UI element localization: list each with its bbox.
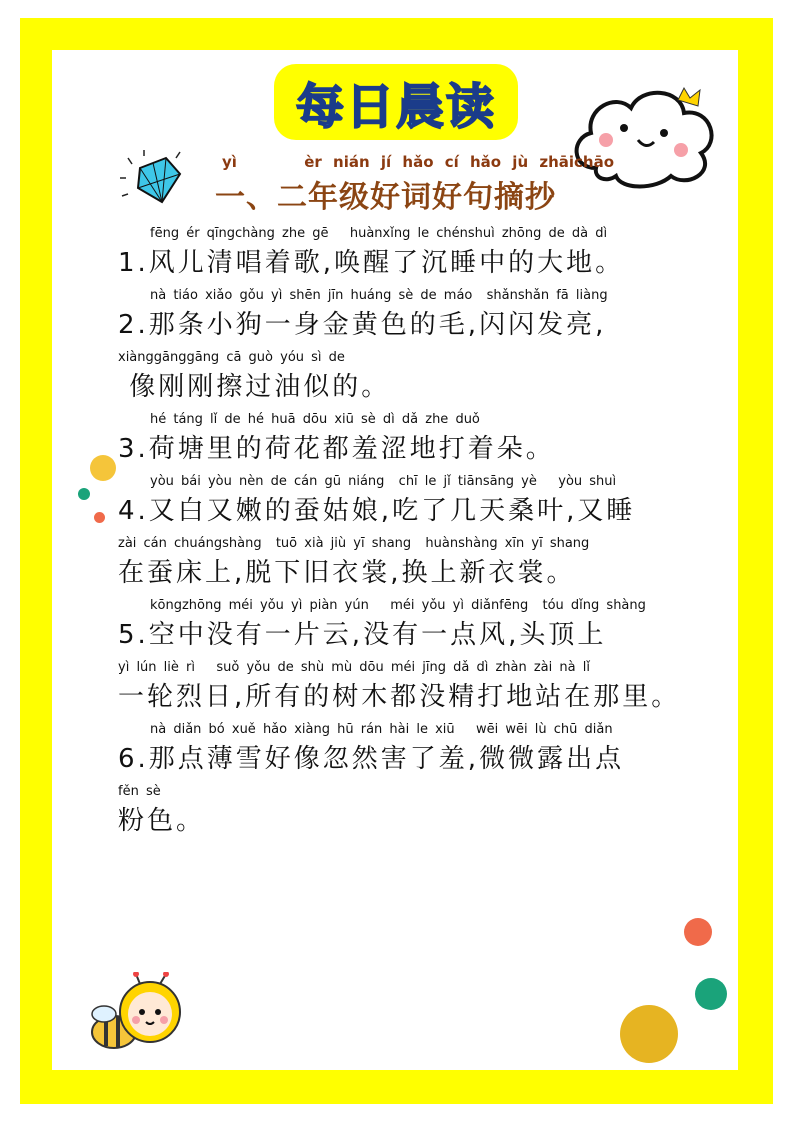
line-7 [118, 598, 698, 660]
decor-dot-yellow [90, 455, 116, 481]
diamond-icon [118, 148, 196, 208]
decor-dot-red [94, 512, 105, 523]
line-2 [118, 288, 698, 350]
sentence-text: 3.荷塘里的荷花都羞涩地打着朵。 [118, 434, 555, 464]
pinyin: kōngzhōng méi yǒu yì piàn yún méi yǒu yì diǎnfēng tóu dǐng shàng [150, 598, 646, 613]
page-title: 每日晨读 [295, 78, 496, 135]
sentence-text: 一轮烈日,所有的树木都没精打地站在那里。 [118, 682, 681, 712]
bee-sticker [84, 972, 194, 1062]
line-3 [118, 350, 698, 412]
line-9 [118, 722, 698, 784]
decor-dot-yellow-large [620, 1005, 678, 1063]
pinyin: fēng ér qīngchàng zhe gē huànxǐng le chénshuì zhōng de dà dì [150, 226, 608, 241]
sentence-text: 5.空中没有一片云,没有一点风,头顶上 [118, 620, 607, 650]
sentence-text: 在蚕床上,脱下旧衣裳,换上新衣裳。 [118, 558, 576, 588]
pinyin: yì lún liè rì suǒ yǒu de shù mù dōu méi jīng dǎ dì zhàn zài nà lǐ [118, 660, 590, 675]
sentence-list [118, 226, 698, 846]
line-1 [118, 226, 698, 288]
sentence-text: 4.又白又嫩的蚕姑娘,吃了几天桑叶,又睡 [118, 496, 636, 526]
sentence-text: 像刚刚擦过油似的。 [118, 372, 391, 402]
pinyin: yòu bái yòu nèn de cán gū niáng chī le jǐ tiānsāng yè yòu shuì [150, 474, 617, 489]
decor-dot-green [78, 488, 90, 500]
subtitle: 一、二年级好词好句摘抄 [215, 180, 556, 215]
decor-dot-green-large [695, 978, 727, 1010]
sentence-text: 1.风儿清唱着歌,唤醒了沉睡中的大地。 [118, 248, 625, 278]
title-banner [274, 64, 518, 140]
sentence-text: 粉色。 [118, 806, 206, 836]
pinyin: hé táng lǐ de hé huā dōu xiū sè dì dǎ zhe duǒ [150, 412, 480, 427]
cloud-sticker [566, 78, 726, 198]
sentence-text: 6.那点薄雪好像忽然害了羞,微微露出点 [118, 744, 625, 774]
decor-dot-red-large [684, 918, 712, 946]
subtitle-pinyin: yì èr nián jí hǎo cí hǎo jù zhāichāo [222, 153, 615, 171]
line-6 [118, 536, 698, 598]
line-5 [118, 474, 698, 536]
pinyin: nà tiáo xiǎo gǒu yì shēn jīn huáng sè de máo shǎnshǎn fā liàng [150, 288, 608, 303]
pinyin: nà diǎn bó xuě hǎo xiàng hū rán hài le xiū wēi wēi lù chū diǎn [150, 722, 613, 737]
pinyin: fěn sè [118, 784, 161, 799]
line-8 [118, 660, 698, 722]
pinyin: xiànggānggāng cā guò yóu sì de [118, 350, 345, 365]
line-10 [118, 784, 698, 846]
sentence-text: 2.那条小狗一身金黄色的毛,闪闪发亮, [118, 310, 607, 340]
line-4 [118, 412, 698, 474]
pinyin: zài cán chuángshàng tuō xià jiù yī shang huànshàng xīn yī shang [118, 536, 590, 551]
